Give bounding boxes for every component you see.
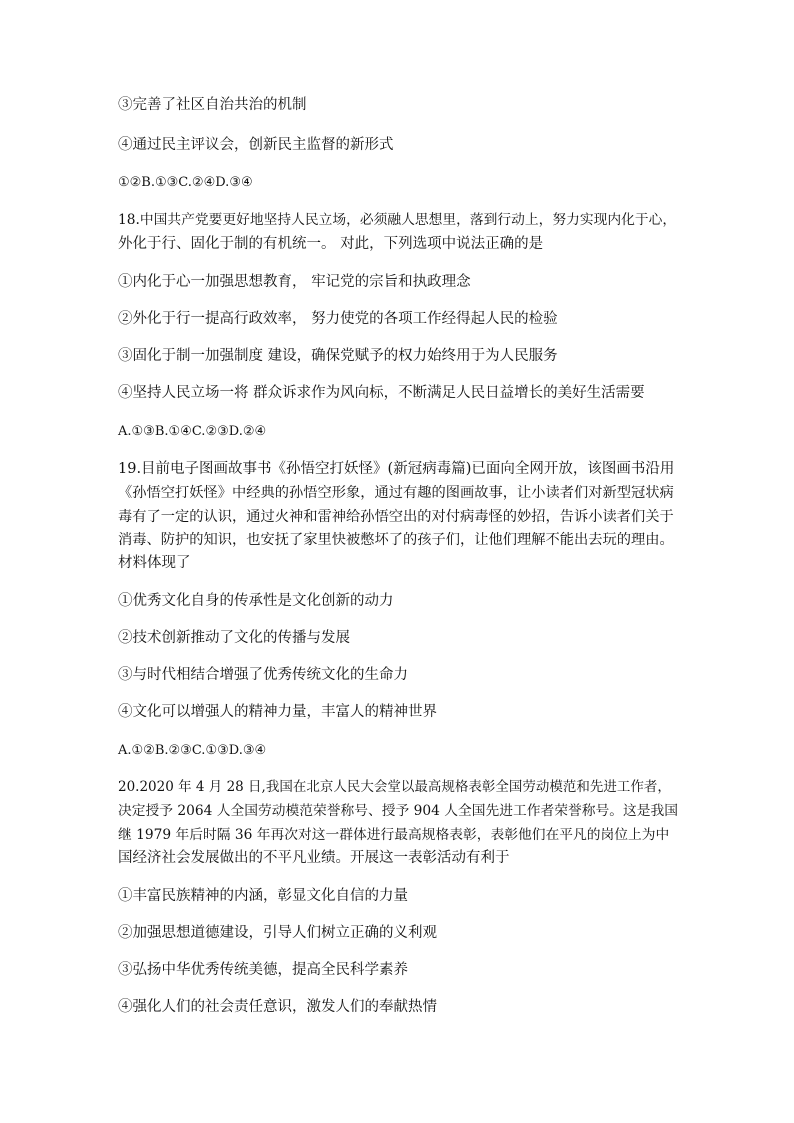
q18-option-3: ③固化于制一加强制度 建设，确保党赋予的权力始终用于为人民服务	[118, 348, 558, 364]
q18-answer-choices: A.①③B.①④C.②③D.②④	[118, 424, 267, 439]
q19-stem-line-3: 毒有了一定的认识，通过火神和雷神给孙悟空出的对付病毒怪的妙招，告诉小读者们关于	[118, 509, 674, 525]
q19-option-4: ④文化可以增强人的精神力量，丰富人的精神世界	[118, 704, 437, 720]
q18-option-4: ④坚持人民立场一将 群众诉求作为风向标，不断满足人民日益增长的美好生活需要	[118, 385, 645, 401]
q20-option-4: ④强化人们的社会责任意识，激发人们的奉献热情	[118, 999, 437, 1015]
q19-stem-line-2: 《孙悟空打妖怪》中经典的孙悟空形象，通过有趣的图画故事，让小读者们对新型冠状病	[118, 485, 674, 501]
q19-answer-choices: A.①②B.②③C.①③D.③④	[118, 743, 267, 758]
q17-answer-choices: ①②B.①③C.②④D.③④	[118, 175, 253, 190]
q19-stem-line-1: 19.目前电子图画故事书《孙悟空打妖怪》(新冠病毒篇)已面向全网开放，该图画书沿用	[118, 461, 675, 477]
q20-stem-line-4: 国经济社会发展做出的不平凡业绩。开展这一表彰活动有利于	[118, 850, 510, 866]
q20-option-3: ③弘扬中华优秀传统美德，提高全民科学素养	[118, 962, 408, 978]
q20-option-1: ①丰富民族精神的内涵，彰显文化自信的力量	[118, 888, 408, 904]
q18-stem-line-1: 18.中国共产党要更好地坚持人民立场，必须融人思想里，落到行动上，努力实现内化于心，	[118, 212, 677, 228]
q20-stem-line-2: 决定授予 2064 人全国劳动模范荣誉称号、授予 904 人全国先进工作者荣誉称号。这是我国	[118, 803, 678, 819]
q17-option-4: ④通过民主评议会，创新民主监督的新形式	[118, 137, 394, 153]
q20-stem-line-1: 20.2020 年 4 月 28 日,我国在北京人民大会堂以最高规格表彰全国劳动模范和先进工作者，	[118, 779, 671, 795]
q20-stem-line-3: 继 1979 年后时隔 36 年再次对这一群体进行最高规格表彰，表彰他们在平凡的岗位上为中	[118, 827, 670, 843]
q18-stem-line-2: 外化于行、固化于制的有机统一。 对此，下列选项中说法正确的是	[118, 236, 544, 252]
q19-option-1: ①优秀文化自身的传承性是文化创新的动力	[118, 593, 394, 609]
q19-option-3: ③与时代相结合增强了优秀传统文化的生命力	[118, 667, 408, 683]
q18-option-2: ②外化于行一提高行政效率， 努力使党的各项工作经得起人民的检验	[118, 311, 558, 327]
q19-stem-line-5: 材料体现了	[118, 555, 191, 571]
q17-option-3: ③完善了社区自治共治的机制	[118, 97, 307, 113]
q19-stem-line-4: 消毒、防护的知识，也安抚了家里快被憋坏了的孩子们，让他们理解不能出去玩的理由。	[118, 532, 674, 548]
q20-option-2: ②加强思想道德建设，引导人们树立正确的义利观	[118, 925, 437, 941]
q18-option-1: ①内化于心一加强思想教育， 牢记党的宗旨和执政理念	[118, 274, 471, 290]
q19-option-2: ②技术创新推动了文化的传播与发展	[118, 630, 350, 646]
